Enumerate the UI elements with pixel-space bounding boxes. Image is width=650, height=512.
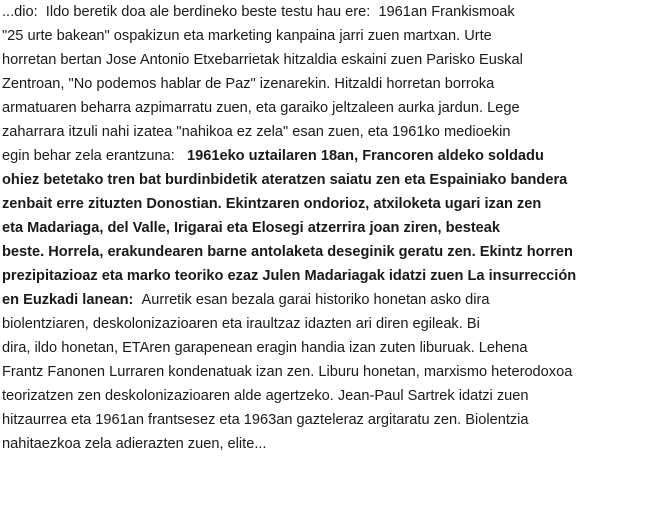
text-line — [0, 0, 650, 24]
text-segment: teorizatzen zen deskolonizazioaren alde agertzeko. Jean-Paul Sartrek idatzi zuen — [2, 388, 529, 404]
text-segment: zaharrara itzuli nahi izatea "nahikoa ez zela" esan zuen, eta 1961ko medioekin — [2, 124, 511, 140]
text-line — [0, 360, 650, 384]
text-segment: egin behar zela erantzuna: — [2, 148, 187, 164]
text-line — [0, 72, 650, 96]
text-line — [0, 144, 650, 168]
text-line — [0, 288, 650, 312]
text-segment: hitzaurrea eta 1961an frantsesez eta 1963an gazteleraz argitaratu zen. Biolentzia — [2, 412, 529, 428]
text-line — [0, 120, 650, 144]
text-line — [0, 312, 650, 336]
text-line — [0, 336, 650, 360]
text-segment: Zentroan, "No podemos hablar de Paz" izenarekin. Hitzaldi horretan borroka — [2, 76, 495, 92]
bold-text-segment: zenbait erre zituzten Donostian. Ekintzaren ondorioz, atxiloketa ugari izan zen — [2, 196, 542, 212]
bold-text-segment: prezipitazioaz eta marko teoriko ezaz Julen Madariagak idatzi zuen La insurrección — [2, 268, 577, 284]
text-segment: "25 urte bakean" ospakizun eta marketing kanpaina jarri zuen martxan. Urte — [2, 28, 492, 44]
text-segment: nahitaezkoa zela adierazten zuen, elite... — [2, 436, 267, 452]
text-line — [0, 432, 650, 456]
text-segment: horretan bertan Jose Antonio Etxebarrietak hitzaldia eskaini zuen Parisko Euskal — [2, 52, 523, 68]
text-line — [0, 24, 650, 48]
text-line — [0, 240, 650, 264]
bold-text-segment: ohiez betetako tren bat burdinbidetik ateratzen saiatu zen eta Espainiako bandera — [2, 172, 568, 188]
text-line — [0, 192, 650, 216]
text-segment: Frantz Fanonen Lurraren kondenatuak izan zen. Liburu honetan, marxismo heterodoxoa — [2, 364, 573, 380]
text-segment: Aurretik esan bezala garai historiko honetan asko dira — [141, 292, 490, 308]
text-segment: armatuaren beharra azpimarratu zuen, eta garaiko jeltzaleen aurka jardun. Lege — [2, 100, 520, 116]
text-segment: ...dio: Ildo beretik doa ale berdineko beste testu hau ere: 1961an Frankismoak — [2, 4, 515, 20]
text-line — [0, 408, 650, 432]
text-segment: biolentziaren, deskolonizazioaren eta iraultzaz idazten ari diren egileak. Bi — [2, 316, 480, 332]
text-line — [0, 264, 650, 288]
text-line — [0, 216, 650, 240]
text-segment: dira, ildo honetan, ETAren garapenean eragin handia izan zuten liburuak. Lehena — [2, 340, 528, 356]
bold-text-segment: en Euzkadi lanean: — [2, 292, 142, 308]
bold-text-segment: eta Madariaga, del Valle, Irigarai eta Elosegi atzerrira joan ziren, besteak — [2, 220, 501, 236]
text-line — [0, 384, 650, 408]
text-line — [0, 96, 650, 120]
bold-text-segment: 1961eko uztailaren 18an, Francoren aldeko soldadu — [186, 148, 544, 164]
bold-text-segment: beste. Horrela, erakundearen barne antolaketa deseginik geratu zen. Ekintz horren — [2, 244, 573, 260]
text-line — [0, 168, 650, 192]
text-line — [0, 48, 650, 72]
